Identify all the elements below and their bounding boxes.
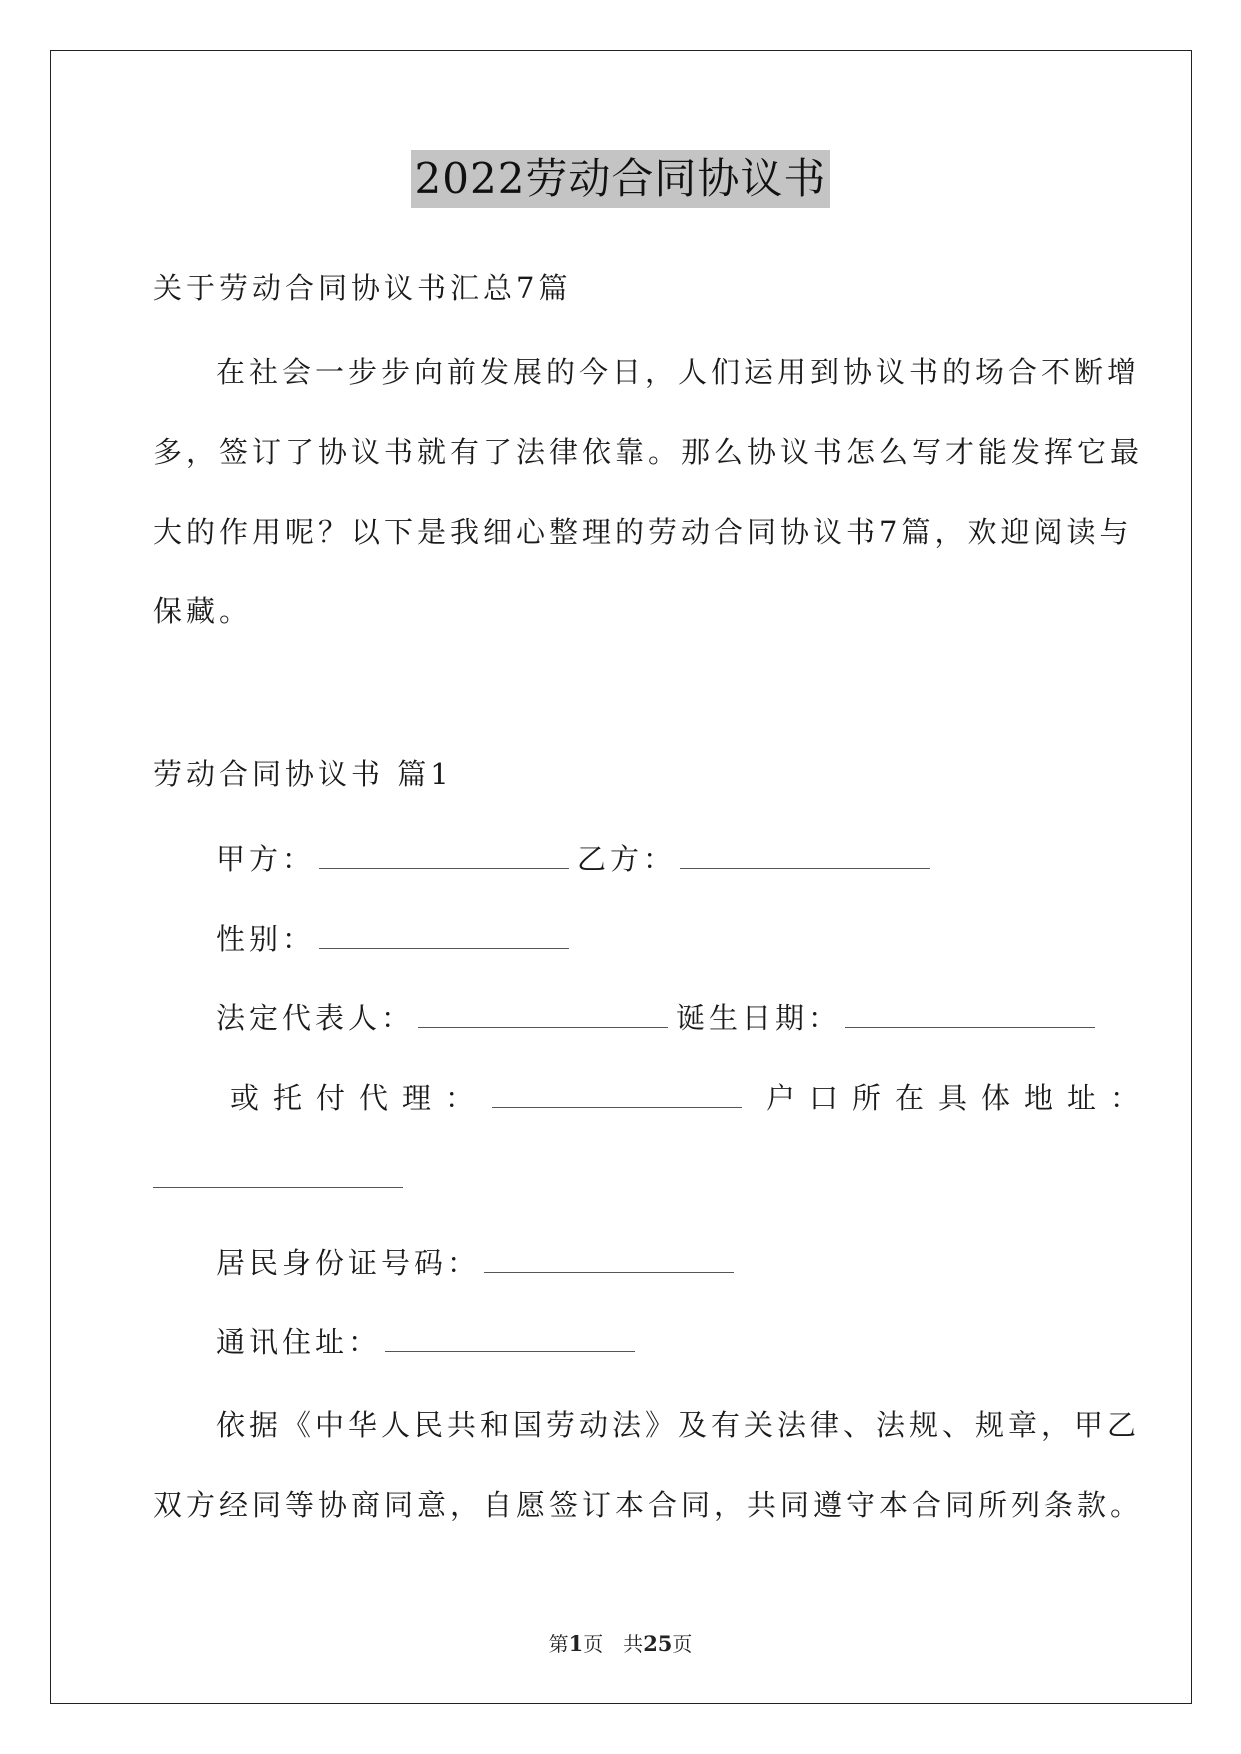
footer-suffix: 页 (672, 1632, 693, 1656)
party-a-label: 甲方： (216, 842, 316, 876)
footer-prefix: 第 (548, 1632, 569, 1656)
address-field[interactable] (153, 1161, 403, 1188)
address-label: 户口所在具体地址： (766, 1081, 1154, 1115)
document-title: 2022劳动合同协议书 (411, 150, 831, 208)
address-row (153, 1158, 411, 1198)
agent-row (230, 1078, 1153, 1118)
intro-line-3: 大的作用呢？以下是我细心整理的劳动合同协议书7篇，欢迎阅读与 (153, 515, 1133, 549)
birth-date-label: 诞生日期： (676, 1001, 842, 1035)
gender-label: 性别： (216, 922, 316, 956)
gender-row (216, 919, 577, 959)
agent-field[interactable] (492, 1081, 742, 1108)
intro-line-2: 多，签订了协议书就有了法律依靠。那么协议书怎么写才能发挥它最 (153, 435, 1144, 469)
contact-address-label: 通讯住址： (216, 1325, 382, 1359)
agent-label: 或托付代理： (230, 1081, 489, 1115)
party-b-field[interactable] (680, 842, 930, 869)
page-footer (0, 1628, 1241, 1657)
birth-date-field[interactable] (845, 1001, 1095, 1028)
legal-rep-row (216, 998, 1103, 1038)
footer-middle: 页 共 (583, 1632, 644, 1656)
contact-address-field[interactable] (385, 1325, 635, 1352)
legal-rep-field[interactable] (418, 1001, 668, 1028)
party-row (216, 839, 938, 879)
footer-current-page: 1 (568, 1631, 584, 1656)
contact-address-row (216, 1322, 643, 1362)
intro-line-4: 保藏。 (153, 594, 253, 628)
title-container (0, 150, 1241, 208)
agreement-line-1: 依据《中华人民共和国劳动法》及有关法律、法规、规章，甲乙 (216, 1408, 1141, 1442)
id-label: 居民身份证号码： (216, 1246, 481, 1280)
id-field[interactable] (484, 1246, 734, 1273)
intro-line-1: 在社会一步步向前发展的今日，人们运用到协议书的场合不断增 (216, 355, 1141, 389)
agreement-line-2: 双方经同等协商同意，自愿签订本合同，共同遵守本合同所列条款。 (153, 1488, 1144, 1522)
document-subtitle: 关于劳动合同协议书汇总7篇 (153, 271, 572, 305)
party-a-field[interactable] (319, 842, 569, 869)
legal-rep-label: 法定代表人： (216, 1001, 415, 1035)
id-row (216, 1243, 742, 1283)
party-b-label: 乙方： (577, 842, 677, 876)
section-heading: 劳动合同协议书 篇1 (153, 757, 453, 791)
footer-total-pages: 25 (643, 1631, 673, 1656)
gender-field[interactable] (319, 922, 569, 949)
